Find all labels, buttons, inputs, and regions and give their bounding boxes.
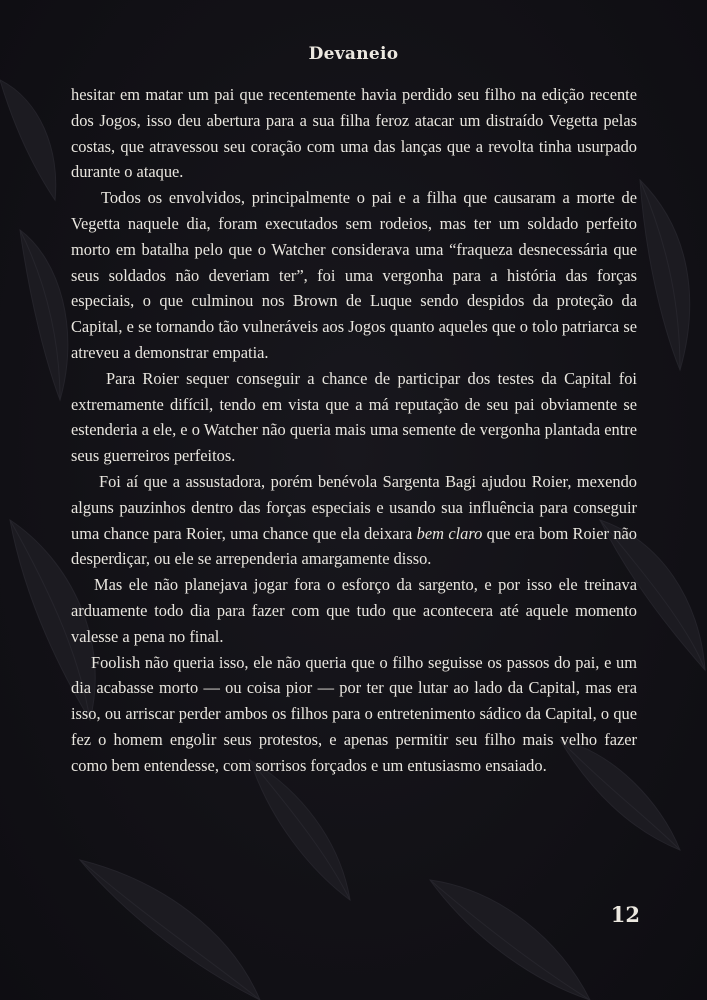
paragraph: Foolish não queria isso, ele não queria que o filho seguisse os passos do pai, e um dia acabasse morto — ou coisa pior — por ter que lutar ao lado da Capital, mas era isso, ou arriscar perder ambos os filhos para o entretenimento sádico da Capital, o que fez o homem engolir seus protestos, e apenas permitir seu filho mais velho fazer como bem entendesse, com sorrisos forçados e um entusiasmo ensaiado. — [71, 652, 637, 775]
body-text — [71, 82, 637, 779]
emphasis-text: bem claro — [416, 523, 483, 543]
paragraph-text: Foi aí que a assustadora, porém benévola Sargenta Bagi ajudou Roier, mexendo alguns pauzinhos dentro das forças especiais e usando sua influência para conseguir uma chance para Roier, uma chance que ela deixara — [71, 471, 637, 543]
paragraph: Todos os envolvidos, principalmente o pai e a filha que causaram a morte de Vegetta naquele dia, foram executados sem rodeios, mas ter um soldado perfeito morto em batalha pelo que o Watcher considerava uma “fraqueza desnecessária que seus soldados não deveriam ter”, foi uma vergonha para a história das forças especiais, o que culminou nos Brown de Luque sendo despidos da proteção da Capital, e se tornando tão vulneráveis aos Jogos quanto aqueles que o tolo patriarca se atreveu a demonstrar empatia. — [71, 188, 637, 362]
page-title: Devaneio — [308, 44, 399, 64]
paragraph: hesitar em matar um pai que recentemente havia perdido seu filho na edição recente dos Jogos, isso deu abertura para a sua filha feroz atacar um distraído Vegetta pelas costas, que atravessou seu coração com uma das lanças que a revolta tinha usurpado durante o ataque. — [71, 85, 637, 182]
feather-icon — [20, 230, 68, 400]
paragraph: Para Roier sequer conseguir a chance de participar dos testes da Capital foi extremamente difícil, tendo em vista que a má reputação de seu pai obviamente se estenderia a ele, e o Watcher não queria mais uma semente de vergonha plantada entre seus guerreiros perfeitos. — [71, 368, 637, 466]
page-number: 12 — [610, 902, 640, 927]
feather-icon — [0, 80, 56, 200]
paragraph: Mas ele não planejava jogar fora o esforço da sargento, e por isso ele treinava arduamente todo dia para fazer com que tudo que acontecera até aquele momento valesse a pena no final. — [71, 575, 637, 646]
paragraph-text: que era bom Roier não desperdiçar, ou ele se arrependeria amargamente disso. — [71, 523, 637, 569]
feather-icon — [430, 880, 590, 1000]
feather-icon — [640, 180, 690, 370]
paragraph — [71, 469, 637, 572]
feather-icon — [250, 760, 350, 900]
